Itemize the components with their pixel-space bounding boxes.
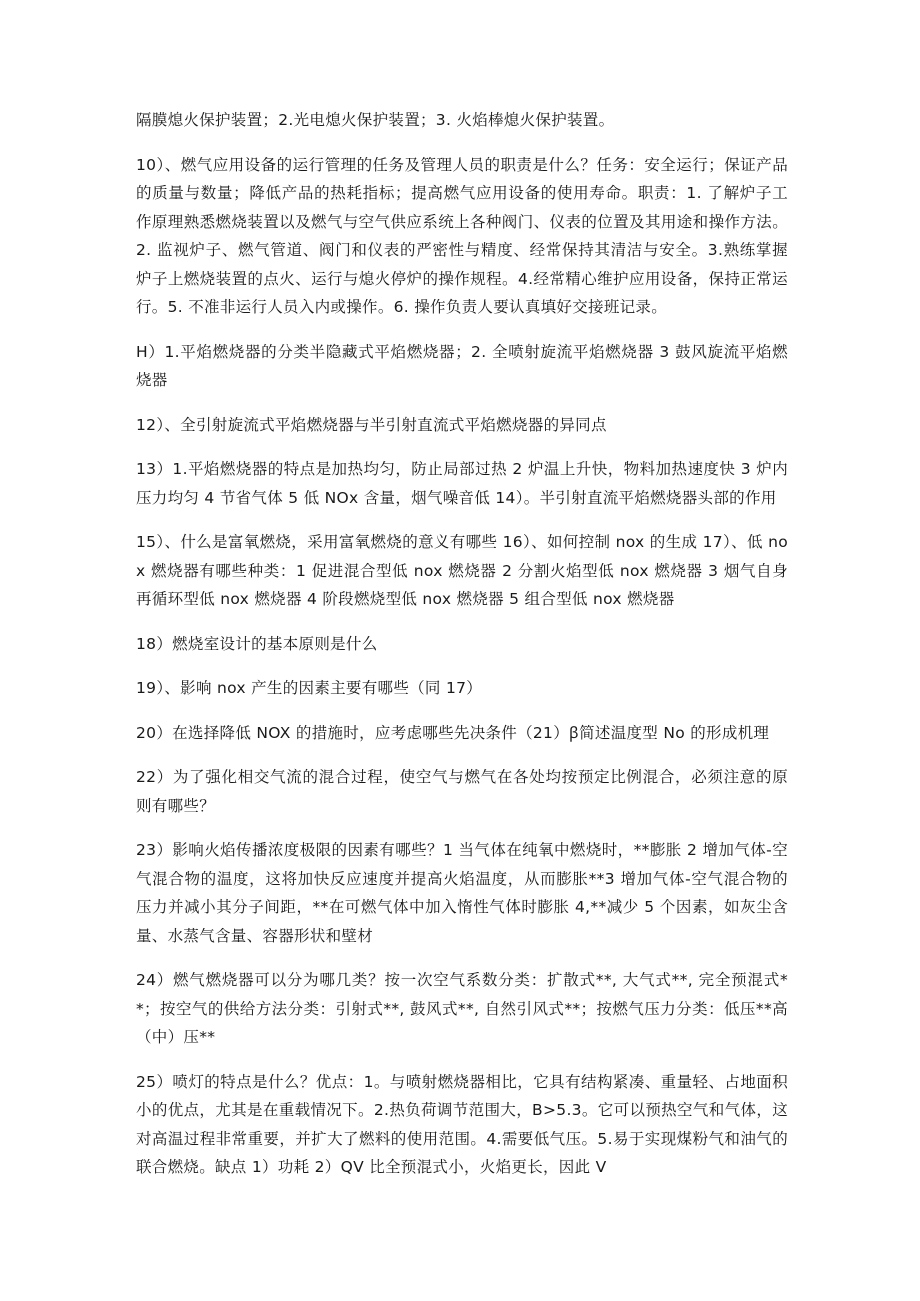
paragraph-10: 22）为了强化相交气流的混合过程，使空气与燃气在各处均按预定比例混合，必须注意的原则有哪些？ — [136, 768, 788, 815]
paragraph-11: 23）影响火焰传播浓度极限的因素有哪些？1 当气体在纯氧中燃烧时，**膨胀 2 增加气体-空气混合物的温度，这将加快反应速度并提高火焰温度，从而膨胀**3 增加气体-空气混合物的压力并减小其分子间距，**在可燃气体中加入惰性气体时膨胀 4,**减少 5 个因素，如灰尘含量、水蒸气含量、容器形状和壁材 — [136, 841, 788, 945]
paragraph-9: 20）在选择降低 NOX 的措施时，应考虑哪些先决条件（21）ꞵ简述温度型 No 的形成机理 — [136, 723, 770, 742]
paragraph-6: 15）、什么是富氧燃烧，采用富氧燃烧的意义有哪些 16）、如何控制 nox 的生成 17）、低 nox 燃烧器有哪些种类：1 促进混合型低 nox 燃烧器 2 分割火焰型低 nox 燃烧器 3 烟气自身再循环型低 nox 燃烧器 4 阶段燃烧型低 nox 燃烧器 5 组合型低 nox 燃烧器 — [136, 533, 788, 608]
paragraph-8: 19）、影响 nox 产生的因素主要有哪些（同 17） — [136, 679, 483, 697]
document-body — [136, 106, 788, 1182]
paragraph-12: 24）燃气燃烧器可以分为哪几类？按一次空气系数分类：扩散式**, 大气式**, 完全预混式**；按空气的供给方法分类：引射式**, 鼓风式**, 自然引风式**；按燃气压力分类：低压**高（中）压** — [136, 971, 788, 1046]
paragraph-5: 13）1.平焰燃烧器的特点是加热均匀，防止局部过热 2 炉温上升快，物料加热速度快 3 炉内压力均匀 4 节省气体 5 低 NOx 含量，烟气噪音低 14）。半引射直流平焰燃烧器头部的作用 — [136, 460, 788, 507]
paragraph-7: 18）燃烧室设计的基本原则是什么 — [136, 634, 378, 653]
paragraph-2: 10）、燃气应用设备的运行管理的任务及管理人员的职责是什么？任务：安全运行；保证产品的质量与数量；降低产品的热耗指标；提高燃气应用设备的使用寿命。职责：1. 了解炉子工作原理熟悉燃烧装置以及燃气与空气供应系统上各种阀门、仪表的位置及其用途和操作方法。2. 监视炉子、燃气管道、阀门和仪表的严密性与精度、经常保持其清洁与安全。3.熟练掌握炉子上燃烧装置的点火、运行与熄火停炉的操作规程。4.经常精心维护应用设备，保持正常运行。5. 不准非运行人员入内或操作。6. 操作负责人要认真填好交接班记录。 — [136, 155, 788, 316]
paragraph-4: 12）、全引射旋流式平焰燃烧器与半引射直流式平焰燃烧器的异同点 — [136, 415, 607, 434]
paragraph-1: 隔膜熄火保护装置；2.光电熄火保护装置；3. 火焰棒熄火保护装置。 — [136, 111, 615, 129]
paragraph-13: 25）喷灯的特点是什么？优点：1。与喷射燃烧器相比，它具有结构紧凑、重量轻、占地面积小的优点，尤其是在重载情况下。2.热负荷调节范围大，B>5.3。它可以预热空气和气体，这对高温过程非常重要，并扩大了燃料的使用范围。4.需要低气压。5.易于实现煤粉气和油气的联合燃烧。缺点 1）功耗 2）QV 比全预混式小，火焰更长，因此 V — [136, 1072, 788, 1176]
paragraph-3: H）1.平焰燃烧器的分类半隐藏式平焰燃烧器；2. 全喷射旋流平焰燃烧器 3 鼓风旋流平焰燃烧器 — [136, 342, 788, 389]
